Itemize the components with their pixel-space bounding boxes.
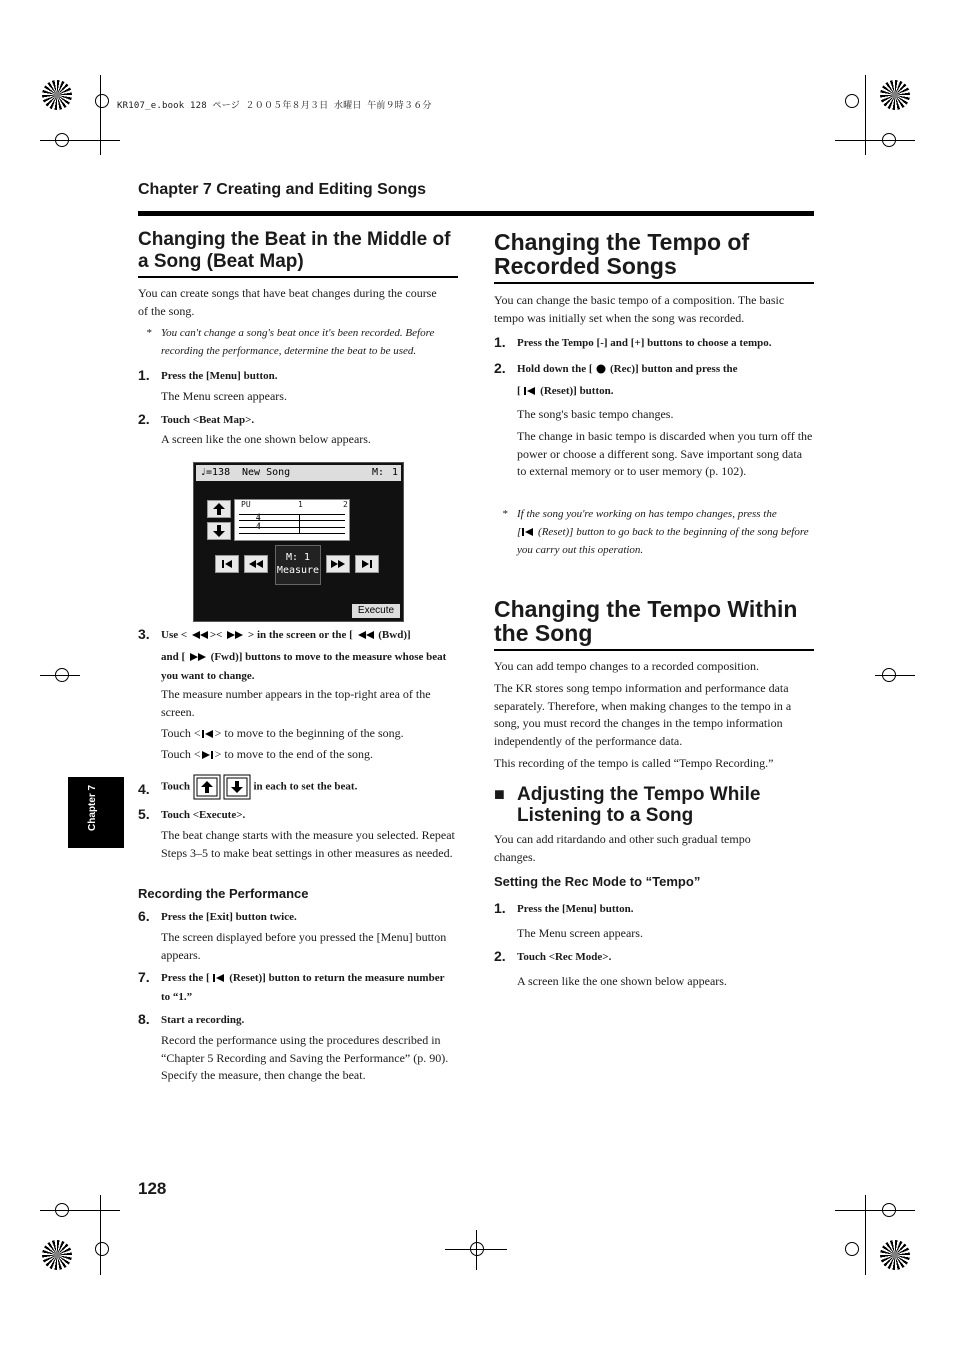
- lcd-measure-box-value: 1: [304, 552, 311, 563]
- lcd-measure-value: 1: [392, 467, 399, 478]
- crosshair-mark: [845, 94, 859, 108]
- fast-forward-icon: [225, 630, 245, 640]
- crop-line: [40, 140, 120, 141]
- step-number: 7.: [138, 969, 150, 985]
- step-text: (Fwd)] buttons to move to the measure whose beat you want to change.: [161, 651, 447, 682]
- reset-icon: [523, 386, 537, 396]
- crop-line: [835, 140, 915, 141]
- step-instruction: Press the [Exit] button twice.: [161, 911, 297, 923]
- step-instruction: Press the [Menu] button.: [161, 370, 278, 382]
- lcd-tempo: ♩=138: [200, 467, 231, 478]
- step-description: The Menu screen appears.: [161, 389, 287, 403]
- step-instruction: Press the [Menu] button.: [517, 903, 634, 915]
- left-note-mark: *: [146, 327, 152, 339]
- step-description: Record the performance using the procedures described in “Chapter 5 Recording and Saving the Performance” (p. 90). Specify the measure, then change the beat.: [161, 1033, 449, 1082]
- crop-line: [835, 1210, 915, 1211]
- lcd-staff: [234, 499, 350, 541]
- left-intro: You can create songs that have beat changes during the course of the song.: [138, 286, 437, 318]
- note-text: (Reset)] button to go back to the beginning of the song before you carry out this operation.: [517, 526, 809, 556]
- note-text: If the song you're working on has tempo changes, press the: [517, 508, 777, 520]
- step-description: The beat change starts with the measure you selected. Repeat Steps 3–5 to make beat settings in other measures as needed.: [161, 828, 455, 860]
- rewind-icon: [245, 556, 267, 572]
- crop-line: [100, 75, 101, 155]
- step-number: 8.: [138, 1011, 150, 1027]
- lcd-staff-label: PU: [241, 500, 251, 509]
- tempo-within-p1: You can add tempo changes to a recorded composition.: [494, 659, 760, 673]
- rewind-icon: [190, 630, 210, 640]
- fast-forward-icon: [327, 556, 349, 572]
- skip-forward-icon: [201, 750, 215, 760]
- step-instruction: [517, 360, 817, 379]
- tempo-section-title: Changing the Tempo of Recorded Songs: [494, 229, 750, 279]
- fast-forward-icon: [188, 652, 208, 662]
- lcd-down-button: [207, 522, 231, 540]
- tempo-note-mark: *: [502, 508, 508, 520]
- crop-line: [865, 1195, 866, 1275]
- step-number: 1.: [494, 900, 506, 916]
- skip-back-icon: [201, 729, 215, 739]
- skip-forward-icon: [356, 556, 378, 572]
- desc-text: Touch <: [161, 747, 201, 761]
- step-instruction: [161, 648, 461, 686]
- lcd-title-bar: [196, 465, 401, 481]
- step-text: > in the screen or the [: [247, 629, 353, 641]
- lcd-measure-box: [275, 545, 321, 585]
- step-text: Use <: [161, 629, 188, 641]
- crop-line: [865, 75, 866, 155]
- recording-subheading: Recording the Performance: [138, 886, 309, 901]
- step-text: and [: [161, 651, 186, 663]
- step-text: in each to set the beat.: [253, 780, 358, 793]
- step-description: [161, 725, 404, 743]
- tempo-within-p2: The KR stores song tempo information and performance data separately. Therefore, when making changes to the tempo in a song, you must record the changes in the tempo information independently of the performance data.: [494, 681, 792, 748]
- lcd-measure-label: M:: [372, 467, 385, 478]
- step-description: The screen displayed before you pressed the [Menu] button appears.: [161, 930, 447, 962]
- lcd-bwd-button: [244, 555, 268, 573]
- lcd-measure-caption: Measure: [276, 565, 320, 576]
- step-description: A screen like the one shown below appears.: [161, 432, 371, 446]
- step-number: 2.: [494, 948, 506, 964]
- crosshair-mark: [95, 94, 109, 108]
- note-text: [: [517, 526, 522, 538]
- step-text: Touch: [161, 780, 190, 793]
- crop-line: [40, 675, 80, 676]
- step-description: The change in basic tempo is discarded when you turn off the power or choose a different song. Save important song data to external memory or to user memory (p. 102).: [517, 429, 813, 478]
- step-description: [161, 746, 373, 764]
- lcd-end-button: [355, 555, 379, 573]
- arrow-down-icon: [208, 523, 230, 539]
- step-number: 2.: [494, 360, 506, 376]
- step-number: 1.: [138, 367, 150, 383]
- print-header: KR107_e.book 128 ページ ２００５年８月３日 水曜日 午前９時３６分: [117, 101, 432, 111]
- reset-icon: [521, 527, 535, 537]
- crop-line: [875, 675, 915, 676]
- step-instruction: [161, 774, 461, 800]
- registration-mark-br: [880, 1240, 910, 1270]
- rec-mode-subheading: Setting the Rec Mode to “Tempo”: [494, 874, 701, 889]
- arrow-up-icon: [208, 501, 230, 517]
- step-instruction: [161, 626, 461, 645]
- step-description: The song's basic tempo changes.: [517, 407, 674, 421]
- step-number: 3.: [138, 626, 150, 642]
- tempo-note: [517, 505, 813, 559]
- crosshair-mark: [95, 1242, 109, 1256]
- page-number: 128: [138, 1179, 167, 1198]
- step-instruction: Touch <Beat Map>.: [161, 414, 255, 426]
- step-instruction: [161, 969, 451, 1007]
- step-text: ><: [209, 629, 223, 641]
- step-instruction: Press the Tempo [-] and [+] buttons to choose a tempo.: [517, 337, 772, 349]
- step-text: (Bwd)]: [378, 629, 411, 641]
- chapter-header: Chapter 7 Creating and Editing Songs: [138, 181, 427, 198]
- step-instruction: Touch <Rec Mode>.: [517, 951, 612, 963]
- lcd-song-name: New Song: [242, 467, 291, 478]
- skip-back-icon: [216, 556, 238, 572]
- lcd-time-sig-top: 4: [256, 512, 261, 522]
- step-text: Hold down the [: [517, 363, 593, 375]
- lcd-measure-box-label: M:: [285, 552, 298, 563]
- lcd-up-button: [207, 500, 231, 518]
- left-note: You can't change a song's beat once it's been recorded. Before recording the performance, determine the beat to be used.: [161, 327, 435, 357]
- beat-map-screen-image: [193, 462, 404, 622]
- crop-line: [476, 1230, 477, 1270]
- step-description: The Menu screen appears.: [517, 926, 643, 940]
- step-number: 6.: [138, 908, 150, 924]
- tempo-within-rule: [494, 649, 814, 651]
- lcd-execute-button: Execute: [352, 604, 400, 618]
- lcd-fwd-button: [326, 555, 350, 573]
- step-text: (Reset)] button.: [540, 385, 614, 397]
- registration-mark-tr: [880, 80, 910, 110]
- tempo-within-p3: This recording of the tempo is called “Tempo Recording.”: [494, 756, 774, 770]
- header-rule: [138, 211, 814, 216]
- step-number: 2.: [138, 411, 150, 427]
- adjust-subtitle: Adjusting the Tempo While Listening to a Song: [517, 784, 761, 826]
- step-text: (Reset)] button to return the measure number to “1.”: [161, 972, 445, 1003]
- step-text: (Rec)] button and press the: [610, 363, 738, 375]
- lcd-top-button: [215, 555, 239, 573]
- desc-text: > to move to the beginning of the song.: [214, 726, 404, 740]
- crop-line: [100, 1195, 101, 1275]
- lcd-staff-m1: 1: [298, 500, 303, 509]
- adjust-subtitle-mark: ■: [494, 784, 505, 804]
- step-number: 1.: [494, 334, 506, 350]
- step-number: 4.: [138, 781, 150, 797]
- step-instruction: Start a recording.: [161, 1014, 245, 1026]
- side-tab-label: Chapter 7: [87, 784, 98, 831]
- tempo-within-title: Changing the Tempo Within the Song: [494, 596, 798, 646]
- lcd-time-sig-bottom: 4: [256, 521, 261, 531]
- crop-line: [40, 1210, 120, 1211]
- step-instruction: Touch <Execute>.: [161, 809, 246, 821]
- chapter-side-tab: [68, 777, 124, 848]
- step-number: 5.: [138, 806, 150, 822]
- desc-text: Touch <: [161, 726, 201, 740]
- step-text: [: [517, 385, 521, 397]
- left-title-rule: [138, 276, 458, 278]
- registration-mark-tl: [42, 80, 72, 110]
- step-description: The measure number appears in the top-right area of the screen.: [161, 687, 431, 719]
- tempo-intro: You can change the basic tempo of a composition. The basic tempo was initially set when the song was recorded.: [494, 293, 785, 325]
- lcd-staff-m2: 2: [343, 500, 348, 509]
- rec-icon: [595, 363, 607, 375]
- up-down-buttons-icon: [193, 774, 251, 800]
- adjust-intro: You can add ritardando and other such gradual tempo changes.: [494, 832, 751, 864]
- left-section-title: Changing the Beat in the Middle of a Song (Beat Map): [138, 229, 451, 272]
- reset-icon: [212, 973, 226, 983]
- crosshair-mark: [845, 1242, 859, 1256]
- desc-text: > to move to the end of the song.: [214, 747, 374, 761]
- step-text: Press the [: [161, 972, 210, 984]
- registration-mark-bl: [42, 1240, 72, 1270]
- step-instruction: [517, 382, 614, 401]
- step-description: A screen like the one shown below appears.: [517, 974, 727, 988]
- tempo-title-rule: [494, 282, 814, 284]
- rewind-icon: [356, 630, 376, 640]
